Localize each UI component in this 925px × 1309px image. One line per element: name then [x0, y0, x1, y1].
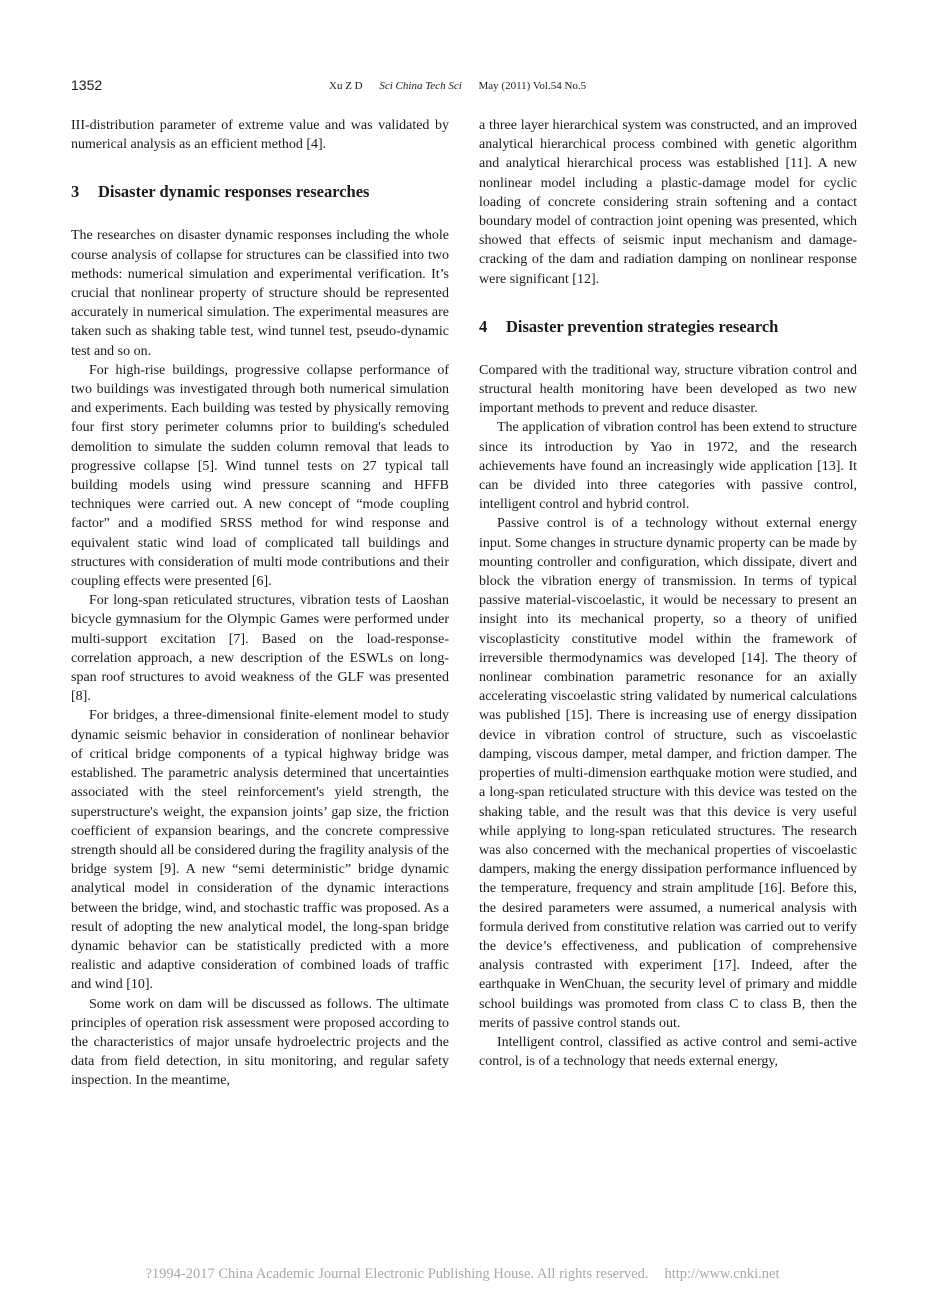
paragraph: The researches on disaster dynamic responses including the whole course analysis of collapse for structures can be classified into two methods: numerical simulation and experimental verification. It’s crucial that nonlinear property of structure should be represented accurately in numerical simulation. The experimental measures are taken such as shaking table test, wind tunnel test, pseudo-dynamic test and so on.	[71, 228, 449, 359]
section-title: Disaster prevention strategies research	[506, 316, 779, 336]
running-head-issue: May (2011) Vol.54 No.5	[478, 80, 587, 92]
running-head-author: Xu Z D	[329, 80, 363, 92]
paragraph: For long-span reticulated structures, vibration tests of Laoshan bicycle gymnasium for the Olympic Games were performed under multi-support excitation [7]. Based on the load-response-correlation approach, a new description of the ESWLs on long-span roof structures to avoid weakness of the GLF was presented [8].	[71, 593, 449, 705]
running-head-journal: Sci China Tech Sci	[379, 80, 462, 92]
paragraph: For high-rise buildings, progressive collapse performance of two buildings was investigated through both numerical simulation and experiments. Each building was tested by physically removing four first story perimeter columns prior to building's scheduled demolition to simulate the sudden column removal that leads to progressive collapse [5]. Wind tunnel tests on 27 typical tall building models using wind pressure scanning and HFFB techniques were carried out. A new concept of “mode coupling factor” and a modified SRSS method for wind response and equivalent static wind load of complicated tall buildings and structures with consideration of multi mode contributions and their coupling effects were presented [6].	[71, 362, 449, 590]
paragraph: a three layer hierarchical system was constructed, and an improved analytical hierarchical process combined with genetic algorithm and analytical hierarchical process was established [11]. A new nonlinear model including a plastic-damage model for cyclic loading of concrete considering strain softening and a contact boundary model of contraction joint opening was presented, which showed that effects of seismic input mechanism and damage-cracking of the dam and radiation damping on nonlinear response were significant [12].	[479, 118, 857, 287]
paragraph: Some work on dam will be discussed as follows. The ultimate principles of operation risk assessment were proposed according to the characteristics of major unsafe hydroelectric projects and the data from field detection, in situ monitoring, and regular safety inspection. In the meantime,	[71, 996, 449, 1089]
paragraph: For bridges, a three-dimensional finite-element model to study dynamic seismic behavior in consideration of nonlinear behavior of critical bridge components of a typical highway bridge was established. The parametric analysis determined that uncertainties associated with the steel reinforcement's yield strength, the superstructure's weight, the expansion joints’ gap size, the friction coefficient of expansion bearings, and the concrete compressive strength should all be considered during the fragility analysis of the bridge system [9]. A new “semi deterministic” bridge dynamic analytical model in consideration of the dynamic interactions between the bridge, wind, and stochastic traffic was proposed. As a result of adopting the new analytical model, the long-span bridge dynamic behavior can be statistically predicted with a more realistic and adaptive consideration of combined loads of traffic and wind [10].	[71, 708, 449, 993]
section-number: 3	[71, 182, 80, 202]
paragraph: The application of vibration control has been extend to structure since its introduction by Yao in 1972, and the research achievements have found an increasingly wide application [13]. It can be divided into three categories with passive control, intelligent control and hybrid control.	[479, 420, 857, 513]
right-column	[479, 116, 857, 1071]
section-heading-4	[479, 317, 857, 337]
paragraph: Compared with the traditional way, structure vibration control and structural health monitoring have been developed as two new important methods to prevent and reduce disaster.	[479, 362, 857, 417]
left-column	[71, 116, 449, 1091]
paragraph: III-distribution parameter of extreme value and was validated by numerical analysis as an efficient method [4].	[71, 118, 449, 153]
running-head	[329, 80, 600, 92]
section-heading-3	[71, 182, 449, 202]
footer-url: http://www.cnki.net	[664, 1266, 780, 1282]
section-title: Disaster dynamic responses researches	[98, 182, 370, 202]
paragraph: Passive control is of a technology without external energy input. Some changes in structure dynamic property can be made by mounting controller and configuration, which dissipate, divert and block the vibration energy of transmission. In terms of typical passive material-viscoelastic, it would be necessary to present an insight into its mechanical property, so a theory of unified viscoplasticity constitutive model within the framework of irreversible thermodynamics was developed [14]. The theory of nonlinear combination parametric resonance for an axially accelerating viscoelastic string validated by numerical calculations was published [15]. There is increasing use of energy dissipation device in vibration control of structure, such as viscoelastic damping, viscous damper, metal damper, and friction damper. The properties of multi-dimension earthquake motion were studied, and a long-span reticulated structure with this device was tested on the shaking table, and the result was that this device is very useful while applying to long-span reticulated structures. The research was also concerned with the mechanical properties of viscoelastic dampers, making the energy dissipation performance influenced by the temperature, frequency and strain amplitude [16]. Before this, the desired parameters were assumed, a numerical analysis with formula derived from constitutive relation was carried out to verify the device’s effectiveness, and publication of comprehensive analysis contrasted with experiment [17]. Indeed, after the earthquake in WenChuan, the security level of primary and middle school buildings was promoted from class C to class B, then the merits of passive control stands out.	[479, 516, 857, 1031]
page-number: 1352	[71, 77, 103, 93]
footer-watermark	[0, 1266, 925, 1283]
footer-copyright: ?1994-2017 China Academic Journal Electronic Publishing House. All rights reserved.	[145, 1266, 649, 1282]
paragraph: Intelligent control, classified as active control and semi-active control, is of a technology that needs external energy,	[479, 1034, 857, 1070]
section-number: 4	[479, 316, 488, 336]
